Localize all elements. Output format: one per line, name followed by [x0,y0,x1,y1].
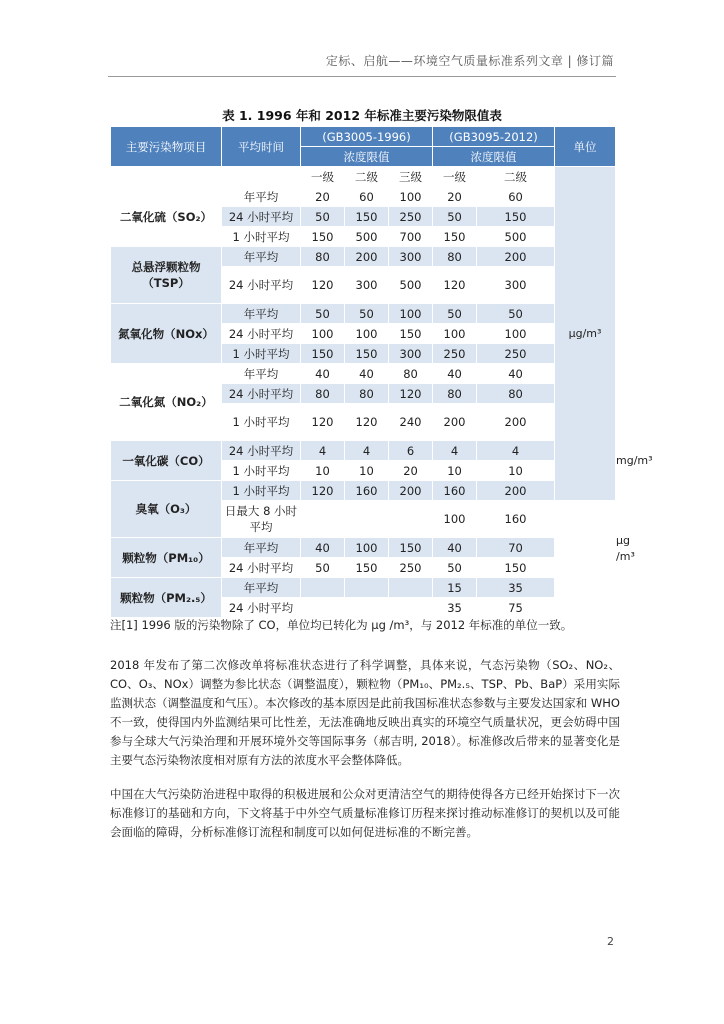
value-cell: 4 [433,441,477,461]
grade-label: 二级 [345,167,389,187]
value-cell [345,501,389,538]
value-cell: 500 [477,227,555,247]
value-cell: 4 [345,441,389,461]
grade-label: 三级 [389,167,433,187]
value-cell: 20 [433,187,477,207]
pollutant-name: 一氧化碳（CO） [111,441,222,481]
average-time: 年平均 [222,538,301,558]
average-time: 24 小时平均 [222,207,301,227]
value-cell: 100 [345,324,389,344]
value-cell: 40 [477,364,555,384]
header-1996-limit: 浓度限值 [301,147,433,167]
value-cell: 700 [389,227,433,247]
value-cell: 120 [389,384,433,404]
average-time: 1 小时平均 [222,461,301,481]
value-cell [345,578,389,598]
value-cell: 300 [477,267,555,304]
pollutant-name: 二氧化氮（NO₂） [111,364,222,441]
grade-label: 一级 [433,167,477,187]
value-cell: 200 [345,247,389,267]
value-cell: 150 [389,538,433,558]
body-paragraph-2: 中国在大气污染防治进程中取得的积极进展和公众对更清洁空气的期待使得各方已经开始探讨下一次标准修订的基础和方向，下文将基于中外空气质量标准修订历程来探讨推动标准修订的契机以及可能会面临的障碍，分析标准修订流程和制度可以如何促进标准的不断完善。 [110,787,620,839]
average-time: 24 小时平均 [222,324,301,344]
value-cell: 100 [389,304,433,324]
average-time: 年平均 [222,187,301,207]
value-cell: 160 [477,501,555,538]
value-cell: 15 [433,578,477,598]
value-cell: 200 [477,404,555,441]
value-cell: 160 [433,481,477,501]
average-time: 24 小时平均 [222,267,301,304]
value-cell: 80 [477,384,555,404]
value-cell: 100 [433,501,477,538]
pollutant-name: 氮氧化物（NOx） [111,304,222,364]
value-cell: 150 [345,344,389,364]
value-cell: 250 [389,558,433,578]
pollutant-name: 二氧化硫（SO₂） [111,187,222,247]
value-cell: 500 [389,267,433,304]
value-cell: 50 [345,304,389,324]
value-cell [301,501,345,538]
value-cell: 150 [389,324,433,344]
header-1996-standard: (GB3005-1996) [301,127,433,147]
value-cell: 300 [345,267,389,304]
average-time: 24 小时平均 [222,558,301,578]
value-cell: 80 [433,247,477,267]
value-cell: 250 [477,344,555,364]
value-cell: 4 [477,441,555,461]
value-cell: 200 [477,481,555,501]
value-cell: 100 [301,324,345,344]
value-cell: 120 [301,404,345,441]
value-cell: 6 [389,441,433,461]
average-time: 年平均 [222,247,301,267]
average-time: 24 小时平均 [222,598,301,618]
value-cell: 150 [345,558,389,578]
average-time: 年平均 [222,364,301,384]
value-cell: 120 [301,481,345,501]
grade-spacer [222,167,301,187]
value-cell: 160 [345,481,389,501]
pollutant-name: 总悬浮颗粒物（TSP） [111,247,222,304]
average-time: 24 小时平均 [222,384,301,404]
value-cell: 35 [433,598,477,618]
value-cell [301,578,345,598]
table-title: 表 1. 1996 年和 2012 年标准主要污染物限值表 [222,108,502,123]
value-cell: 150 [301,227,345,247]
header-unit: 单位 [555,127,616,167]
value-cell: 250 [433,344,477,364]
value-cell: 150 [477,558,555,578]
average-time: 1 小时平均 [222,404,301,441]
value-cell: 50 [301,207,345,227]
average-time: 1 小时平均 [222,481,301,501]
body-paragraph-1: 2018 年发布了第二次修改单将标准状态进行了科学调整，具体来说，气态污染物（SO₂、NO₂、CO、O₃、NOx）调整为参比状态（调整温度），颗粒物（PM₁₀、PM₂.₅、TSP、Pb、BaP）采用实际监测状态（调整温度和气压）。本次修改的基本原因是此前我国标准状态参数与主要发达国家和 WHO 不一致，使得国内外监测结果可比性差，无法准确地反映出真实的环境空气质量状况，更会妨碍中国参与全球大气污染治理和开展环境外交等国际事务（郝吉明, 2018）。标准修改后带来的显著变化是主要气态污染物浓度相对原有方法的浓度水平会整体降低。 [110,658,620,767]
value-cell: 100 [345,538,389,558]
average-time: 1 小时平均 [222,227,301,247]
value-cell [389,578,433,598]
value-cell: 10 [345,461,389,481]
value-cell: 60 [345,187,389,207]
value-cell: 150 [301,344,345,364]
grade-spacer [111,167,222,187]
value-cell: 200 [477,247,555,267]
value-cell: 50 [301,558,345,578]
pollutant-name: 颗粒物（PM₂.₅） [111,578,222,618]
average-time: 1 小时平均 [222,344,301,364]
average-time: 24 小时平均 [222,441,301,461]
value-cell: 80 [301,247,345,267]
header-2012-standard: (GB3095-2012) [433,127,555,147]
value-cell: 100 [477,324,555,344]
value-cell: 100 [389,187,433,207]
value-cell: 250 [389,207,433,227]
value-cell [389,501,433,538]
average-time: 年平均 [222,304,301,324]
value-cell: 300 [389,344,433,364]
page-number: 2 [607,935,614,948]
header-pollutant: 主要污染物项目 [111,127,222,167]
value-cell: 80 [433,384,477,404]
header-divider [108,76,616,77]
value-cell: 40 [433,538,477,558]
value-cell: 50 [301,304,345,324]
value-cell: 40 [345,364,389,384]
value-cell: 100 [433,324,477,344]
running-header: 定标、启航——环境空气质量标准系列文章 | 修订篇 [325,54,614,68]
value-cell: 70 [477,538,555,558]
value-cell: 20 [301,187,345,207]
value-cell: 80 [301,384,345,404]
value-cell [389,598,433,618]
value-cell: 80 [345,384,389,404]
pollutant-name: 颗粒物（PM₁₀） [111,538,222,578]
value-cell: 150 [477,207,555,227]
value-cell: 40 [301,364,345,384]
value-cell: 50 [433,304,477,324]
value-cell: 150 [433,227,477,247]
value-cell: 10 [477,461,555,481]
table-footnote: 注[1] 1996 版的污染物除了 CO，单位均已转化为 μg /m³，与 2012 年标准的单位一致。 [110,618,573,632]
header-average-time: 平均时间 [222,127,301,167]
value-cell: 60 [477,187,555,207]
value-cell: 150 [345,207,389,227]
unit-cell: μg/m³ [555,167,616,501]
grade-label: 二级 [477,167,555,187]
value-cell: 500 [345,227,389,247]
value-cell: 240 [389,404,433,441]
value-cell: 120 [433,267,477,304]
value-cell: 300 [389,247,433,267]
average-time: 日最大 8 小时平均 [222,501,301,538]
pollutant-limits-table: 主要污染物项目 平均时间 (GB3005-1996) (GB3095-2012) 单位 浓度限值 浓度限值 一级 二级 三级 一级 二级 μg/m³ 二氧化硫（SO₂） 年平均 20 60 100 20 60 24 小时平均 50 150 250 50 150 1 小时平均 150 500 700 150 500 总悬浮颗粒物（TSP） 年平均 80 200 300 80 200 24 小时平均 120 300 500 120 300 氮氧化物（NOx） 年平均 50 50 100 50 50 24 小时平均 100 100 150 100 100 1 小时平均 150 150 300 250 250 二氧化氮（NO₂） 年平均 40 40 80 40 40 24 小时平均 80 80 120 80 80 1 小时平均 120 120 240 200 200 一氧化碳（CO） 24 小时平均 4 4 6 4 4 mg/m³ 1 小时平均 10 10 20 10 10 臭氧（O₃） 1 小时平均 120 160 200 160 200 μg /m³ 日最大 8 小时平均 100 160 颗粒物（PM₁₀） 年平均 40 100 150 40 70 24 小时平均 50 150 250 50 150 颗粒物（PM₂.₅） 年平均 15 35 24 小时平均 35 75 [110,126,616,618]
value-cell: 40 [433,364,477,384]
value-cell: 80 [389,364,433,384]
value-cell: 200 [389,481,433,501]
value-cell: 200 [433,404,477,441]
value-cell: 50 [477,304,555,324]
value-cell: 75 [477,598,555,618]
value-cell: 120 [301,267,345,304]
header-2012-limit: 浓度限值 [433,147,555,167]
value-cell: 40 [301,538,345,558]
grade-label: 一级 [301,167,345,187]
pollutant-name: 臭氧（O₃） [111,481,222,538]
value-cell [301,598,345,618]
value-cell: 35 [477,578,555,598]
value-cell [345,598,389,618]
value-cell: 10 [433,461,477,481]
value-cell: 10 [301,461,345,481]
value-cell: 120 [345,404,389,441]
value-cell: 50 [433,207,477,227]
value-cell: 50 [433,558,477,578]
average-time: 年平均 [222,578,301,598]
value-cell: 4 [301,441,345,461]
value-cell: 20 [389,461,433,481]
